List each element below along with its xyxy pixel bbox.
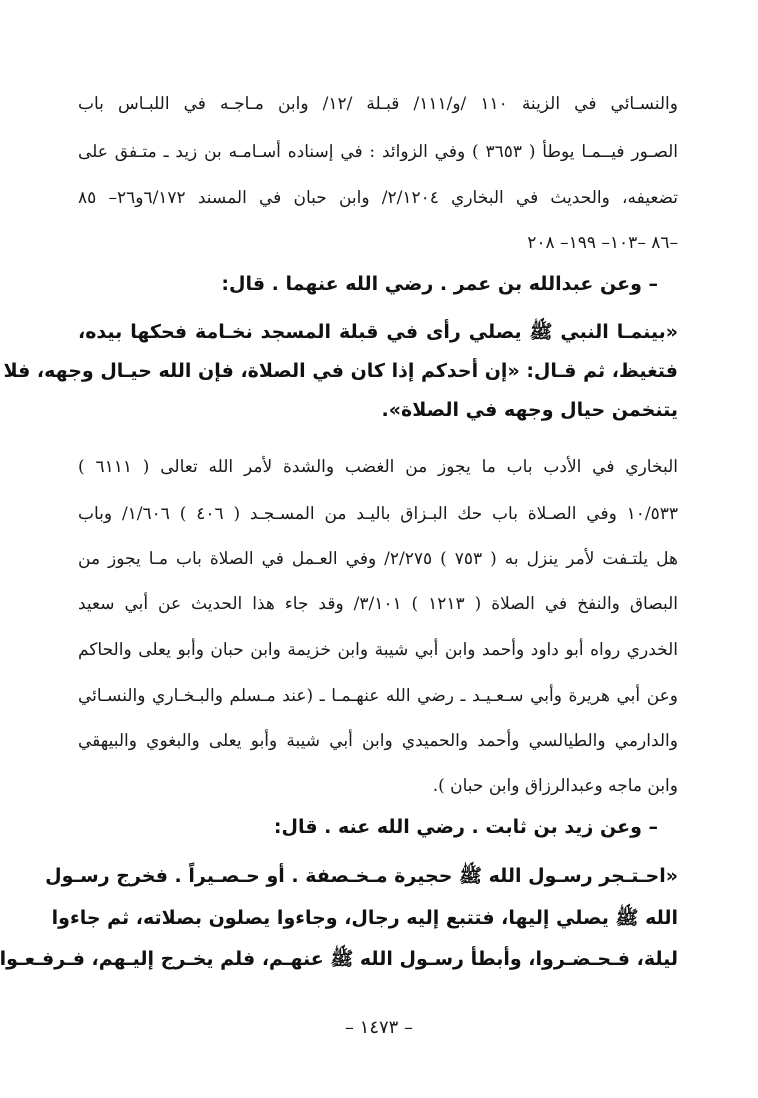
hadith-text-line: ليلة، فـحـضـروا، وأبطأ رسـول الله ﷺ عنهـم، فلم يخـرج إليـهم، فـرفـعـوا: [0, 948, 678, 970]
text-line: والدارمي والطيالسي وأحمد والحميدي وابن أبي شيبة وأبو يعلى والبغوي والبيهقي: [78, 731, 678, 751]
hadith-text-line: الله ﷺ يصلي إليها، فتتبع إليه رجال، وجاءوا يصلون بصلاته، ثم جاءوا: [51, 907, 678, 929]
hadith-text-line: يتنخمن حيال وجهه في الصلاة».: [381, 399, 678, 421]
text-line: البخاري في الأدب باب ما يجوز من الغضب والشدة لأمر الله تعالى ( ٦١١١ ): [78, 457, 678, 477]
text-line: –٨٦ –١٠٣– ١٩٩– ٢٠٨: [527, 233, 678, 253]
hadith-text-line: فتغيظ، ثم قـال: «إن أحدكم إذا كان في الصلاة، فإن الله حيـال وجهه، فلا: [3, 360, 678, 382]
text-line: والنسـائي في الزينة ١١٠ /و/١١١/ قبـلة /١٢/ وابن مـاجـه في اللبـاس باب: [78, 94, 678, 114]
text-line: الصـور فيــمـا يوطأ ( ٣٦٥٣ ) وفي الزوائد : في إسناده أسـامـه بن زيد ـ متـفق على: [78, 142, 678, 162]
text-line: ١٠/٥٣٣ وفي الصـلاة باب حك البـزاق باليـد من المسـجـد ( ٤٠٦ ) ١/٦٠٦/ وباب: [78, 504, 678, 524]
hadith-heading: – وعن زيد بن ثابت . رضي الله عنه . قال:: [273, 816, 658, 838]
text-line: وابن ماجه وعبدالرزاق وابن حبان ).: [432, 776, 678, 796]
text-line: وعن أبي هريرة وأبي سـعـيـد ـ رضي الله عنهـمـا ـ (عند مـسلم والبـخـاري والنسـائي: [78, 686, 678, 706]
hadith-heading: – وعن عبدالله بن عمر . رضي الله عنهما . قال:: [221, 273, 658, 295]
text-line: البصاق والنفخ في الصلاة ( ١٢١٣ ) ٣/١٠١/ وقد جاء هذا الحديث عن أبي سعيد: [78, 594, 678, 614]
page-number: – ١٤٧٣ –: [344, 1017, 414, 1038]
text-line: الخدري رواه أبو داود وأحمد وابن أبي شيبة وابن خزيمة وابن حبان وأبو يعلى والحاكم: [78, 640, 678, 660]
text-line: هل يلتـفت لأمر ينزل به ( ٧٥٣ ) ٢/٢٧٥/ وفي العـمل في الصلاة باب مـا يجوز من: [78, 549, 678, 569]
hadith-text-line: «بينمـا النبي ﷺ يصلي رأى في قبلة المسجد نخـامة فحكها بيده،: [78, 321, 678, 343]
text-line: تضعيفه، والحديث في البخاري ٢/١٢٠٤/ وابن حبان في المسند ٦/١٧٢و٢٦– ٨٥: [78, 188, 678, 208]
hadith-text-line: «احـتـجر رسـول الله ﷺ حجيرة مـخـصفة . أو حـصـيراً . فخرج رسـول: [45, 865, 678, 887]
